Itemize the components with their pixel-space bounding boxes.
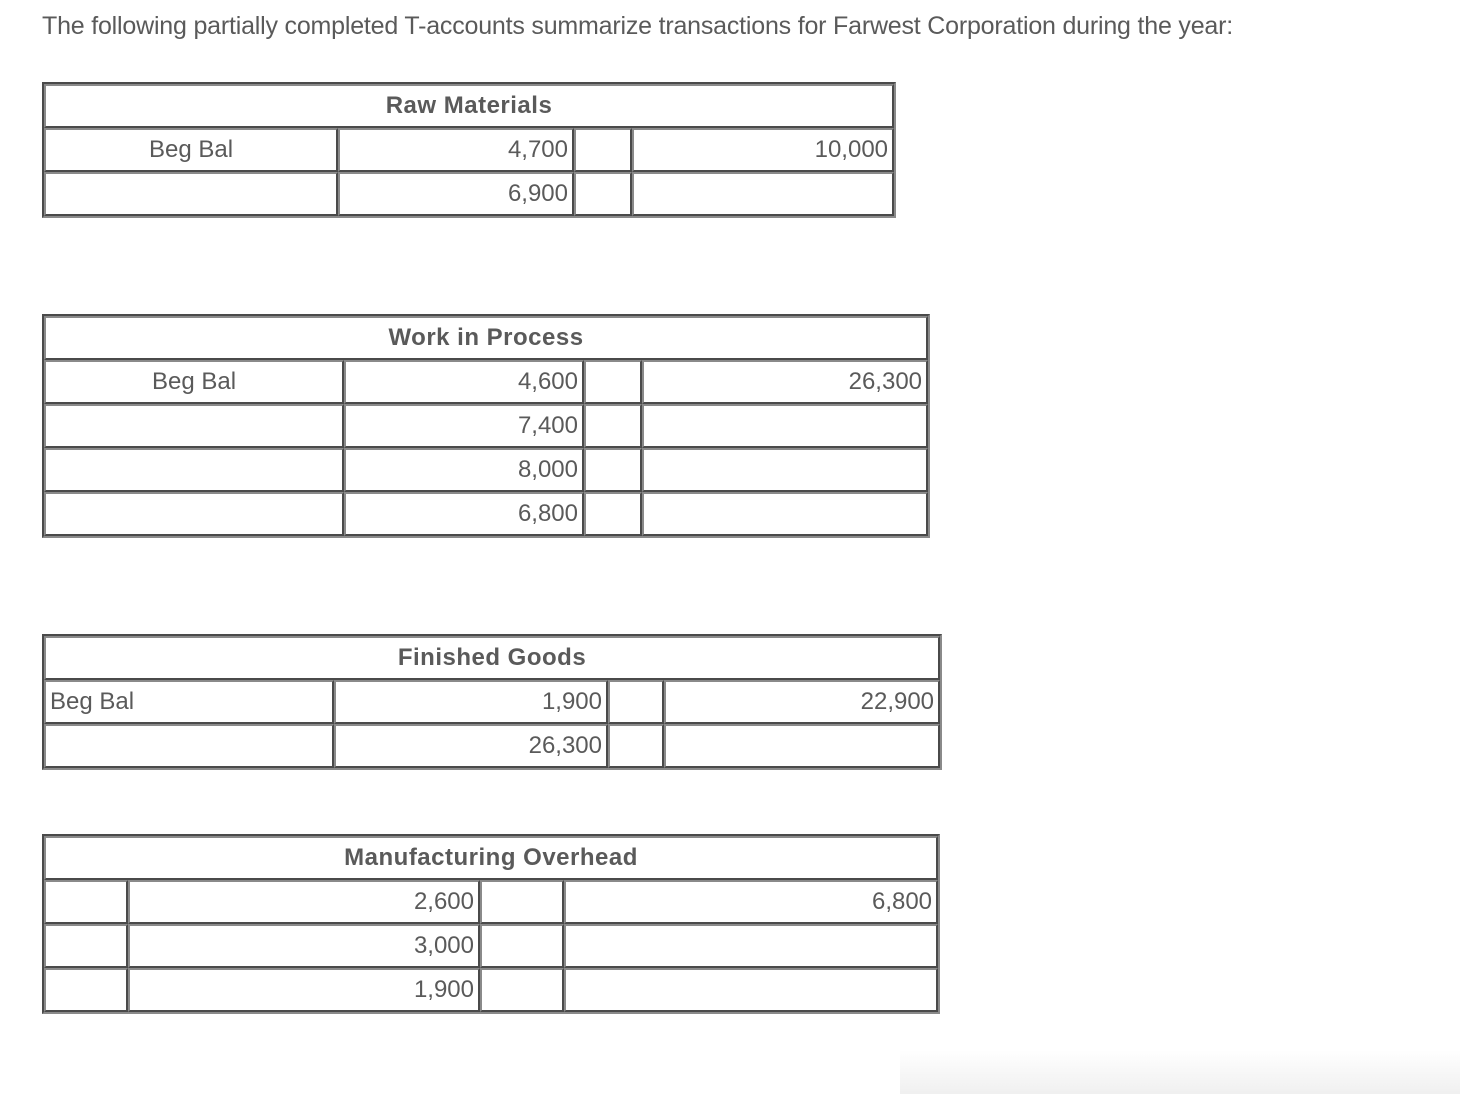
debit-amount: 1,900 — [128, 968, 480, 1012]
empty-cell — [632, 172, 894, 216]
empty-cell — [584, 360, 642, 404]
debit-amount: 4,600 — [344, 360, 584, 404]
empty-cell — [480, 968, 564, 1012]
empty-cell — [574, 172, 632, 216]
empty-cell — [608, 724, 664, 768]
account-title: Work in Process — [44, 316, 928, 360]
debit-amount: 1,900 — [334, 680, 608, 724]
empty-cell — [44, 968, 128, 1012]
bottom-shadow — [900, 1050, 1460, 1094]
empty-cell — [584, 492, 642, 536]
empty-cell — [642, 404, 928, 448]
debit-amount: 8,000 — [344, 448, 584, 492]
credit-amount: 6,800 — [564, 880, 938, 924]
empty-cell — [584, 448, 642, 492]
empty-cell — [44, 924, 128, 968]
raw-materials-t-account — [42, 82, 896, 218]
empty-cell — [608, 680, 664, 724]
empty-cell — [574, 128, 632, 172]
debit-amount: 3,000 — [128, 924, 480, 968]
credit-amount: 10,000 — [632, 128, 894, 172]
empty-cell — [44, 404, 344, 448]
empty-cell — [44, 880, 128, 924]
debit-amount: 4,700 — [338, 128, 574, 172]
empty-cell — [584, 404, 642, 448]
empty-cell — [44, 492, 344, 536]
empty-cell — [480, 924, 564, 968]
beg-bal-label: Beg Bal — [44, 680, 334, 724]
beg-bal-label: Beg Bal — [44, 128, 338, 172]
empty-cell — [44, 448, 344, 492]
beg-bal-label: Beg Bal — [44, 360, 344, 404]
intro-text: The following partially completed T-accounts summarize transactions for Farwest Corporation during the year: — [42, 12, 1233, 40]
finished-goods-t-account — [42, 634, 942, 770]
debit-amount: 6,900 — [338, 172, 574, 216]
empty-cell — [564, 924, 938, 968]
debit-amount: 6,800 — [344, 492, 584, 536]
account-title: Manufacturing Overhead — [44, 836, 938, 880]
empty-cell — [642, 492, 928, 536]
debit-amount: 7,400 — [344, 404, 584, 448]
credit-amount: 22,900 — [664, 680, 940, 724]
empty-cell — [564, 968, 938, 1012]
account-title: Finished Goods — [44, 636, 940, 680]
empty-cell — [642, 448, 928, 492]
work-in-process-t-account — [42, 314, 930, 538]
empty-cell — [480, 880, 564, 924]
debit-amount: 26,300 — [334, 724, 608, 768]
debit-amount: 2,600 — [128, 880, 480, 924]
account-title: Raw Materials — [44, 84, 894, 128]
manufacturing-overhead-t-account — [42, 834, 940, 1014]
credit-amount: 26,300 — [642, 360, 928, 404]
empty-cell — [44, 172, 338, 216]
empty-cell — [44, 724, 334, 768]
empty-cell — [664, 724, 940, 768]
